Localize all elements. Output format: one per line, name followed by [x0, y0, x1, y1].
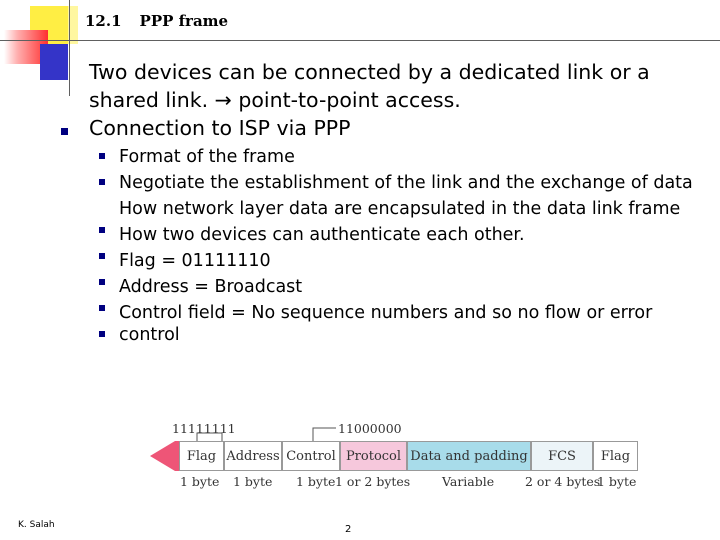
control-bits-label: 11000000 [338, 421, 402, 436]
isp-bullet: Connection to ISP via PPP [89, 116, 351, 140]
list-item: Format of the frame [119, 147, 295, 167]
list-item: How two devices can authenticate each other. [119, 225, 525, 245]
title-text: PPP frame [139, 12, 229, 30]
frame-field-control: Control [282, 441, 340, 471]
frame-field-data: Data and padding [407, 441, 531, 471]
list-item: Flag = 01111110 [119, 251, 271, 271]
frame-field-flag-end: Flag [593, 441, 638, 471]
frame-field-protocol: Protocol [340, 441, 407, 471]
frame-field-flag: Flag [179, 441, 224, 471]
size-label: 1 byte [597, 474, 637, 489]
flag-bits-label: 11111111 [172, 421, 236, 436]
list-item: How network layer data are encapsulated in the data link frame [119, 199, 681, 219]
intro-paragraph: Two devices can be connected by a dedicated link or a shared link. → point-to-point access. [89, 60, 650, 112]
control-bits-bracket [313, 428, 336, 441]
size-label: 1 byte [180, 474, 220, 489]
frame-field-fcs: FCS [531, 441, 593, 471]
list-item: Control field = No sequence numbers and so no flow or error control [119, 303, 653, 345]
footer-author: K. Salah [18, 520, 55, 530]
list-item: Negotiate the establishment of the link and the exchange of data [119, 173, 693, 193]
list-item: Address = Broadcast [119, 277, 303, 297]
size-label: 1 byte [233, 474, 273, 489]
size-label: 1 or 2 bytes [335, 474, 411, 489]
size-label: 1 byte [296, 474, 336, 489]
size-label: 2 or 4 bytes [525, 474, 601, 489]
arrow-head-icon [150, 441, 175, 471]
size-label: Variable [442, 474, 495, 489]
frame-field-address: Address [224, 441, 282, 471]
section-number: 12.1 [85, 12, 122, 30]
page-number: 2 [345, 524, 352, 535]
